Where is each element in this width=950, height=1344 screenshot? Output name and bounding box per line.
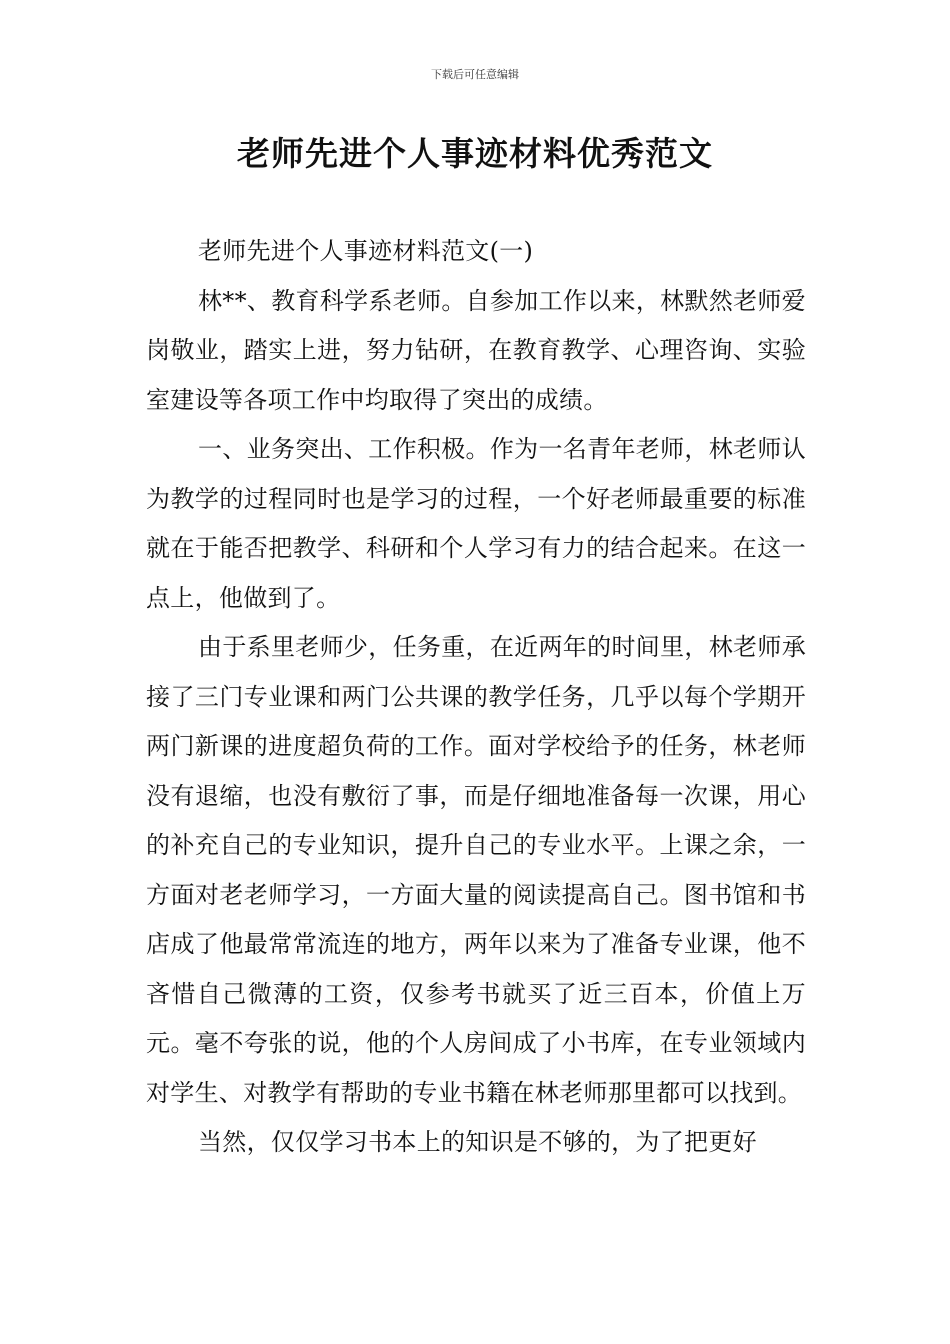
document-title: 老师先进个人事迹材料优秀范文 [237, 134, 713, 173]
body-paragraph: 由于系里老师少，任务重，在近两年的时间里，林老师承接了三门专业课和两门公共课的教学任务，几乎以每个学期开两门新课的进度超负荷的工作。面对学校给予的任务，林老师没有退缩，也没有敷衍了事，而是仔细地准备每一次课，用心的补充自己的专业知识，提升自己的专业水平。上课之余，一方面对老老师学习，一方面大量的阅读提高自己。图书馆和书店成了他最常常流连的地方，两年以来为了准备专业课，他不吝惜自己微薄的工资，仅参考书就买了近三百本，价值上万元。毫不夸张的说，他的个人房间成了小书库，在专业领域内对学生、对教学有帮助的专业书籍在林老师那里都可以找到。 [146, 633, 806, 1107]
body-paragraph: 当然，仅仅学习书本上的知识是不够的，为了把更好 [198, 1128, 757, 1156]
body-paragraph: 一、业务突出、工作积极。作为一名青年老师，林老师认为教学的过程同时也是学习的过程，一个好老师最重要的标准就在于能否把教学、科研和个人学习有力的结合起来。在这一点上，他做到了。 [146, 435, 806, 612]
section-heading: 老师先进个人事迹材料范文(一) [198, 237, 534, 265]
document-body [146, 227, 806, 1168]
page-header-note: 下载后可任意编辑 [431, 68, 519, 81]
body-paragraph: 林**、教育科学系老师。自参加工作以来，林默然老师爱岗敬业，踏实上进，努力钻研，在教育教学、心理咨询、实验室建设等各项工作中均取得了突出的成绩。 [146, 286, 806, 414]
